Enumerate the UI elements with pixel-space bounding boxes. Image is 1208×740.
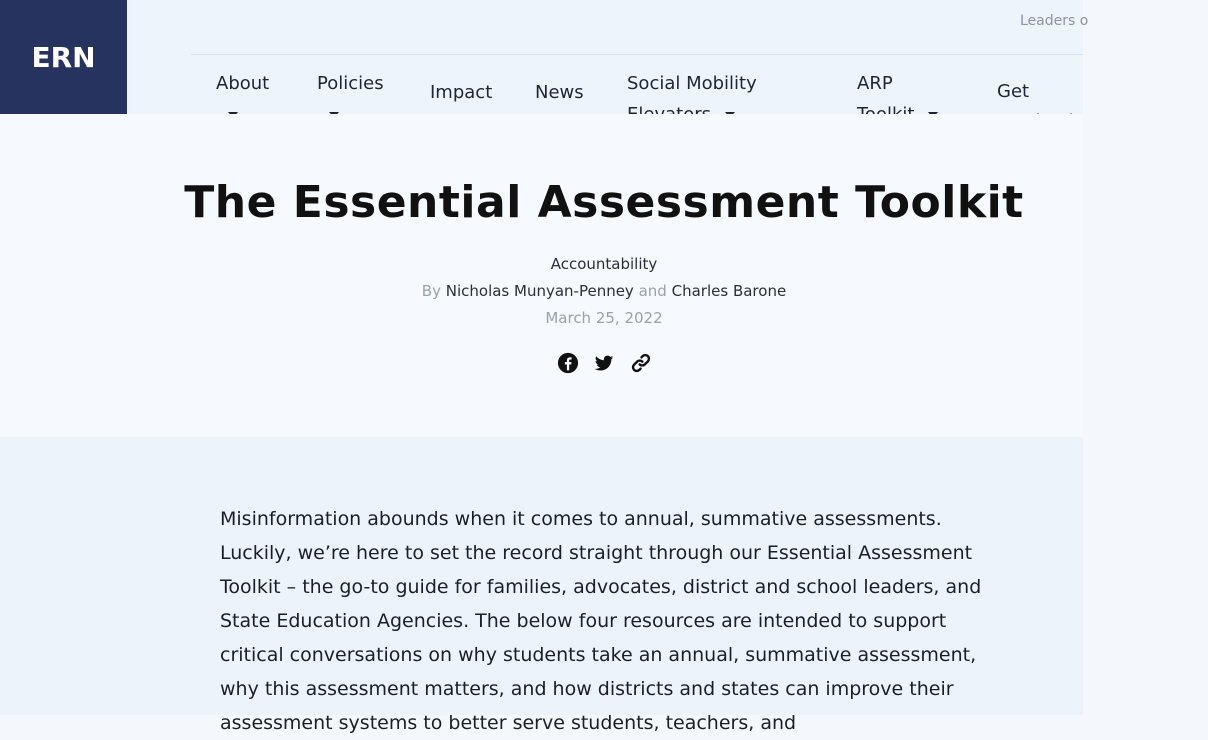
page-title: The Essential Assessment Toolkit bbox=[184, 177, 1024, 228]
nav-label-arp-line1: ARP bbox=[857, 73, 893, 94]
topbar-link-leaders[interactable]: Leaders o bbox=[1020, 13, 1089, 29]
author-link-2[interactable]: Charles Barone bbox=[671, 282, 787, 300]
twitter-icon[interactable] bbox=[593, 352, 617, 376]
nav-label-get: Get bbox=[997, 81, 1030, 102]
publish-date: March 25, 2022 bbox=[545, 309, 663, 327]
byline-and: and bbox=[638, 282, 667, 300]
nav-divider bbox=[191, 54, 1083, 55]
article-body-paragraph: Misinformation abounds when it comes to annual, summative assessments. Luckily, we’re here to set the record straight through our Essential Assessment Toolkit – the go-to guide for families, advocates, district and school leaders, and State Education Agencies. The below four resources are intended to support critical conversations on why students take an annual, summative assessment, why this assessment matters, and how districts and states can improve their assessment systems to better serve students, teachers, and bbox=[220, 508, 982, 734]
site-header bbox=[0, 0, 1089, 114]
category-link[interactable]: Accountability bbox=[550, 255, 658, 273]
nav-label-policies: Policies bbox=[317, 73, 384, 94]
share-icons bbox=[557, 352, 653, 376]
nav-label-about: About bbox=[216, 73, 270, 94]
link-icon[interactable] bbox=[629, 352, 653, 376]
byline-by: By bbox=[421, 282, 441, 300]
nav-label-news: News bbox=[535, 82, 584, 103]
author-link-1[interactable]: Nicholas Munyan-Penney bbox=[445, 282, 634, 300]
nav-item-impact[interactable] bbox=[430, 77, 492, 108]
ern-logo[interactable]: ERN bbox=[0, 0, 127, 114]
article-hero bbox=[0, 114, 1083, 437]
facebook-icon[interactable] bbox=[557, 352, 581, 376]
nav-label-impact: Impact bbox=[430, 82, 493, 103]
byline bbox=[0, 282, 1208, 300]
nav-item-news[interactable] bbox=[535, 77, 584, 108]
nav-label-social-mobility-line1: Social Mobility bbox=[627, 73, 757, 94]
